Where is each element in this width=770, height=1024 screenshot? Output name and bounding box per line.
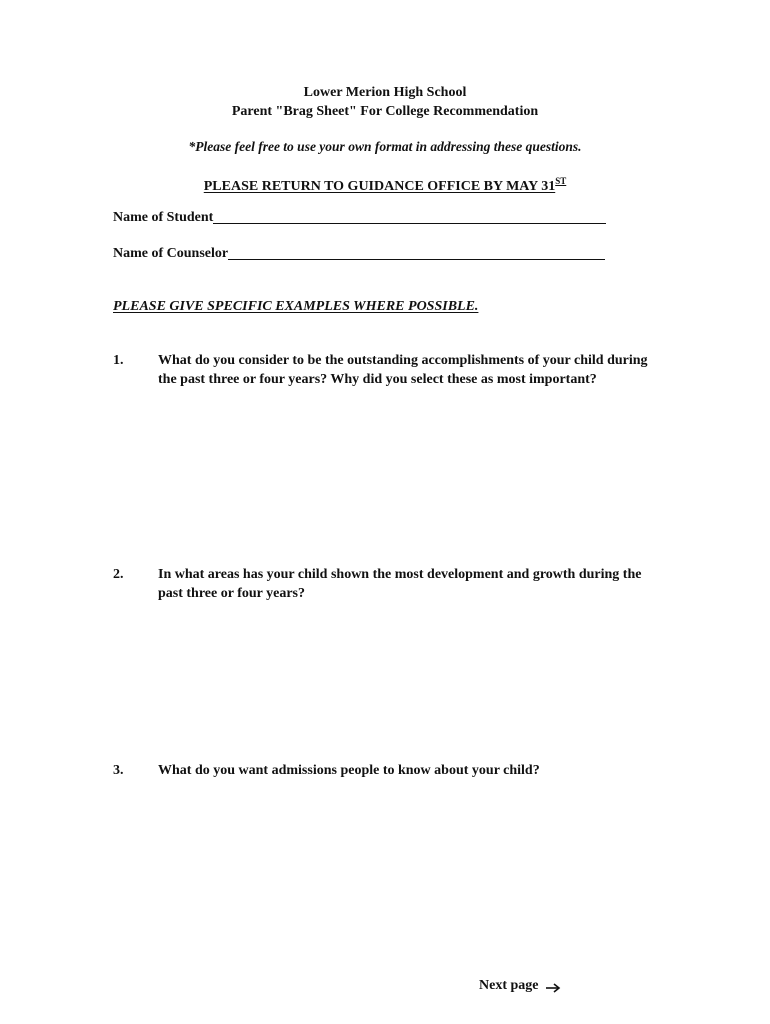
counselor-name-line[interactable] <box>228 245 605 260</box>
return-deadline-text: PLEASE RETURN TO GUIDANCE OFFICE BY MAY 31 <box>203 179 556 194</box>
school-name: Lower Merion High School <box>303 85 467 100</box>
form-title: Parent "Brag Sheet" For College Recommendation <box>231 104 539 119</box>
student-name-label: Name of Student <box>113 210 214 225</box>
student-name-line[interactable] <box>213 209 606 224</box>
question-text: What do you consider to be the outstanding accomplishments of your child during the past three or four years? Why did you select these as most important? <box>158 353 648 387</box>
counselor-name-label: Name of Counselor <box>113 246 229 261</box>
question-number: 3. <box>113 763 124 778</box>
right-arrow-icon <box>545 981 561 991</box>
question-number: 2. <box>113 567 124 582</box>
question-text: What do you want admissions people to know about your child? <box>158 763 540 778</box>
question-text: In what areas has your child shown the most development and growth during the past three or four years? <box>158 567 642 601</box>
next-page-label: Next page <box>479 978 539 993</box>
return-deadline <box>0 172 770 196</box>
student-name-field[interactable] <box>113 209 606 227</box>
counselor-name-field[interactable] <box>113 245 605 263</box>
return-deadline-suffix: ST <box>555 176 567 186</box>
format-note: *Please feel free to use your own format in addressing these questions. <box>188 139 582 154</box>
question-number: 1. <box>113 353 124 368</box>
next-page-indicator <box>479 977 561 995</box>
instruction-text: PLEASE GIVE SPECIFIC EXAMPLES WHERE POSSIBLE. <box>113 299 479 314</box>
